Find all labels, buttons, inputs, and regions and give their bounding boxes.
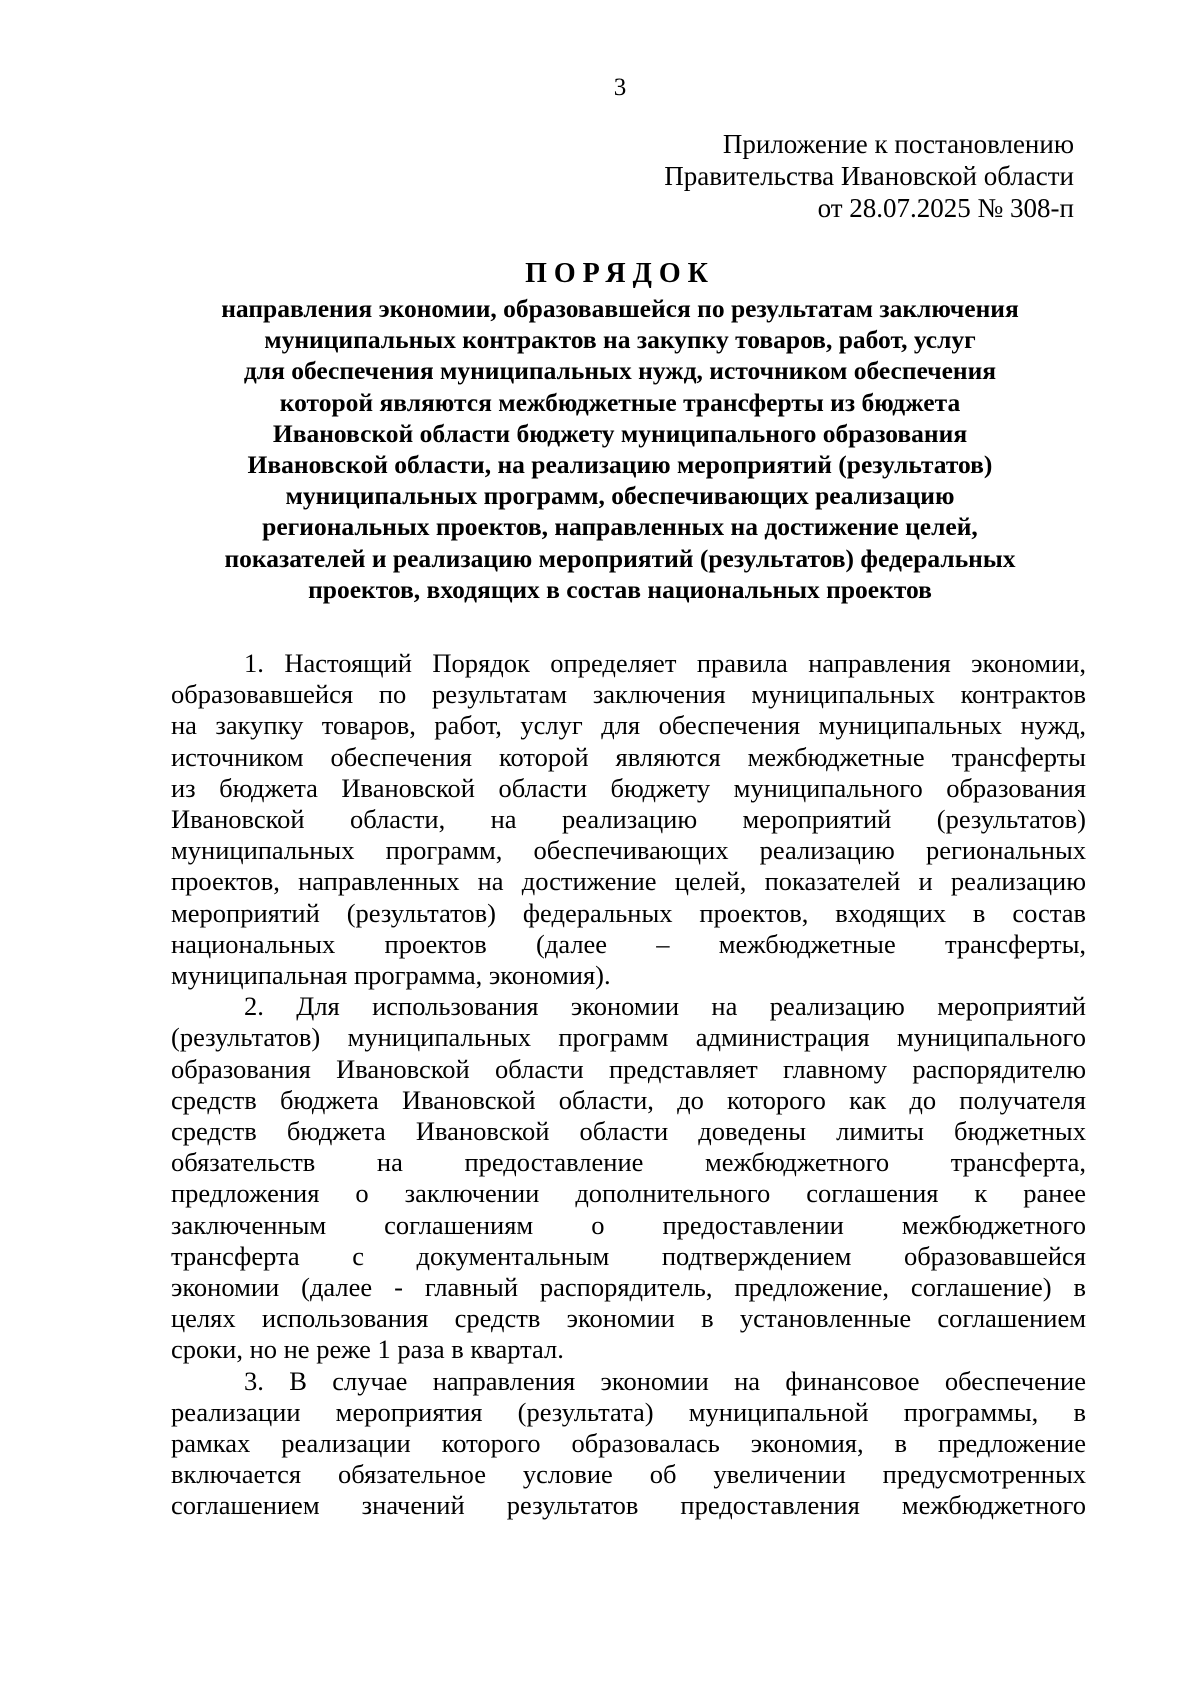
- document-title: ПОРЯДОК: [525, 258, 715, 289]
- paragraph-line: мероприятий (результатов) федеральных проектов, входящих в состав: [171, 897, 1086, 928]
- subtitle-line: муниципальных программ, обеспечивающих реализацию: [285, 481, 955, 511]
- paragraph-line: национальных проектов (далее – межбюджетные трансферты,: [171, 928, 1086, 959]
- paragraph-line: образования Ивановской области представляет главному распорядителю: [171, 1053, 1086, 1084]
- paragraph-line: Ивановской области, на реализацию мероприятий (результатов): [171, 804, 1086, 835]
- paragraph-line: заключенным соглашениям о предоставлении межбюджетного: [171, 1209, 1086, 1240]
- subtitle-line: показателей и реализацию мероприятий (результатов) федеральных: [224, 543, 1016, 573]
- paragraph-line: 1. Настоящий Порядок определяет правила направления экономии,: [244, 648, 1086, 678]
- document-body: [171, 648, 1086, 1522]
- appendix-header: [664, 128, 1074, 224]
- subtitle-line: муниципальных контрактов на закупку товаров, работ, услуг: [264, 325, 976, 355]
- paragraph-line: средств бюджета Ивановской области, до которого как до получателя: [171, 1084, 1086, 1115]
- paragraph-line: включается обязательное условие об увеличении предусмотренных: [171, 1459, 1086, 1490]
- paragraph-line: источником обеспечения которой являются межбюджетные трансферты: [171, 741, 1086, 772]
- paragraph: [171, 648, 1086, 991]
- paragraph-line: обязательств на предоставление межбюджетного трансферта,: [171, 1147, 1086, 1178]
- paragraph-line: образовавшейся по результатам заключения муниципальных контрактов: [171, 679, 1086, 710]
- subtitle-line: проектов, входящих в состав национальных проектов: [308, 574, 932, 604]
- paragraph-line: на закупку товаров, работ, услуг для обеспечения муниципальных нужд,: [171, 710, 1086, 741]
- paragraph-line: экономии (далее - главный распорядитель, предложение, соглашение) в: [171, 1272, 1086, 1303]
- paragraph-line: соглашением значений результатов предоставления межбюджетного: [171, 1490, 1086, 1521]
- paragraph: [171, 991, 1086, 1365]
- paragraph-line: трансферта с документальным подтверждением образовавшейся: [171, 1240, 1086, 1271]
- paragraph-line: средств бюджета Ивановской области доведены лимиты бюджетных: [171, 1116, 1086, 1147]
- subtitle-line: которой являются межбюджетные трансферты из бюджета: [279, 387, 961, 417]
- subtitle-line: региональных проектов, направленных на достижение целей,: [262, 512, 978, 542]
- subtitle-line: Ивановской области бюджету муниципального образования: [272, 418, 968, 448]
- paragraph: [171, 1366, 1086, 1522]
- paragraph-line: сроки, но не реже 1 раза в квартал.: [171, 1334, 564, 1365]
- paragraph-line: из бюджета Ивановской области бюджету муниципального образования: [171, 772, 1086, 803]
- document-subtitle: [160, 293, 1080, 605]
- paragraph-line: рамках реализации которого образовалась экономия, в предложение: [171, 1428, 1086, 1459]
- paragraph-line: 2. Для использования экономии на реализацию мероприятий: [244, 991, 1086, 1022]
- appendix-line: Приложение к постановлению: [722, 129, 1074, 159]
- subtitle-line: направления экономии, образовавшейся по результатам заключения: [221, 294, 1019, 323]
- subtitle-line: Ивановской области, на реализацию мероприятий (результатов): [247, 450, 993, 480]
- paragraph-line: проектов, направленных на достижение целей, показателей и реализацию: [171, 866, 1086, 897]
- paragraph-line: целях использования средств экономии в установленные соглашением: [171, 1303, 1086, 1334]
- page-number: 3: [613, 74, 627, 101]
- paragraph-line: реализации мероприятия (результата) муниципальной программы, в: [171, 1396, 1086, 1427]
- paragraph-line: муниципальных программ, обеспечивающих реализацию региональных: [171, 835, 1086, 866]
- paragraph-line: предложения о заключении дополнительного соглашения к ранее: [171, 1178, 1086, 1209]
- subtitle-line: для обеспечения муниципальных нужд, источником обеспечения: [243, 356, 997, 386]
- appendix-line: от 28.07.2025 № 308-п: [817, 193, 1074, 223]
- appendix-line: Правительства Ивановской области: [664, 161, 1074, 191]
- paragraph-line: (результатов) муниципальных программ администрация муниципального: [171, 1022, 1086, 1053]
- paragraph-line: муниципальная программа, экономия).: [171, 960, 611, 991]
- paragraph-line: 3. В случае направления экономии на финансовое обеспечение: [244, 1365, 1086, 1396]
